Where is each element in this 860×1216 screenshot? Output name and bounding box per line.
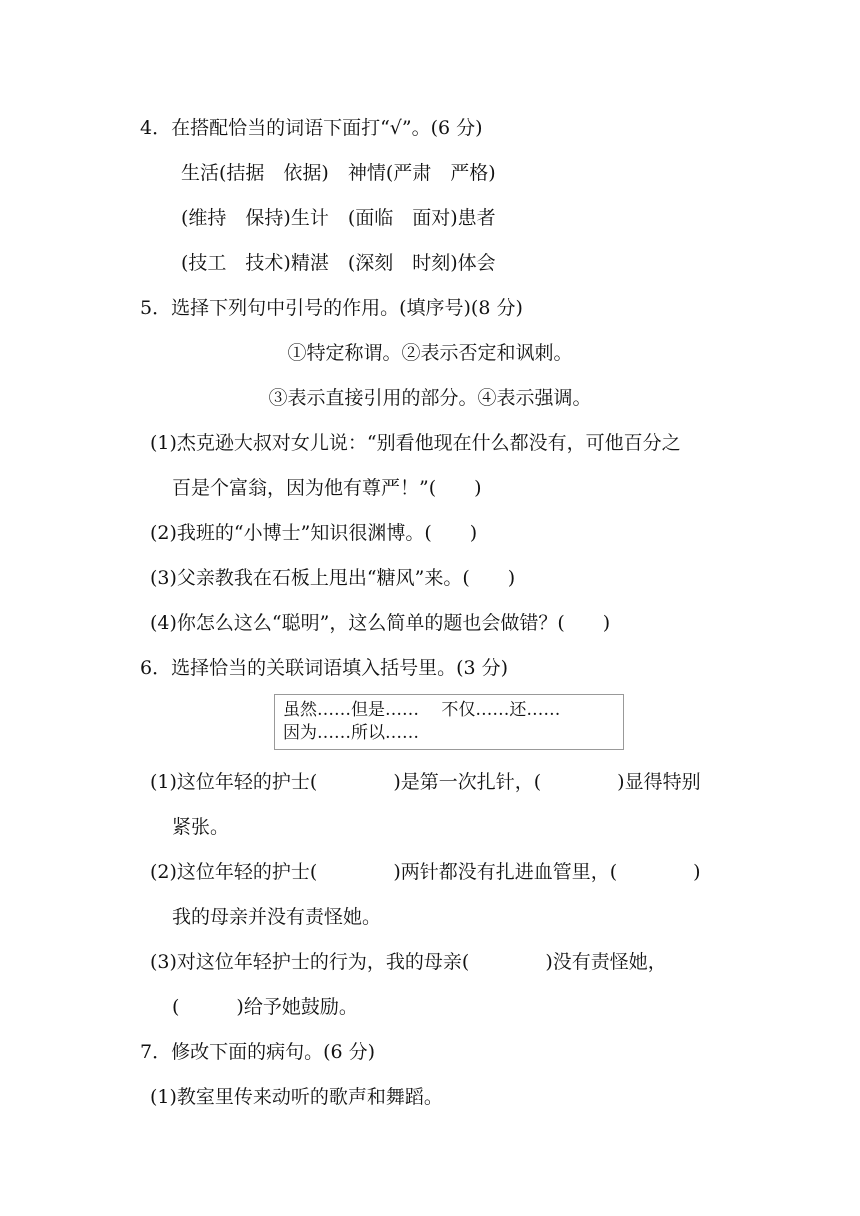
q5-option-1: ①特定称谓。②表示否定和讽刺。 [287,342,573,364]
q4-row-3: (技工 技术)精湛 (深刻 时刻)体会 [181,252,496,274]
q4-row-2: (维持 保持)生计 (面临 面对)患者 [181,207,496,229]
q5-option-2: ③表示直接引用的部分。④表示强调。 [268,387,592,409]
q6-word-box-line-2: 因为……所以…… [283,723,419,743]
q5-item-2: (2)我班的“小博士”知识很渊博。( ) [150,522,478,544]
q4-row-1: 生活(拮据 依据) 神情(严肃 严格) [181,162,496,184]
q6-title: 6．选择恰当的关联词语填入括号里。(3 分) [140,657,509,679]
q7-item-1: (1)教室里传来动听的歌声和舞蹈。 [150,1086,443,1108]
q6-item-3-cont: ( )给予她鼓励。 [172,996,358,1018]
q5-item-4: (4)你怎么这么“聪明”，这么简单的题也会做错？( ) [150,612,611,634]
q6-word-box-line-1: 虽然……但是…… 不仅……还…… [283,700,561,720]
q6-word-box [274,694,624,750]
q4-title: 4．在搭配恰当的词语下面打“√”。(6 分) [140,117,483,139]
q5-item-1: (1)杰克逊大叔对女儿说：“别看他现在什么都没有，可他百分之 [150,432,681,454]
q5-item-3: (3)父亲教我在石板上甩出“糖风”来。( ) [150,567,516,589]
q6-item-2: (2)这位年轻的护士( )两针都没有扎进血管里，( ) [150,861,701,883]
q6-item-3: (3)对这位年轻护士的行为，我的母亲( )没有责怪她， [150,951,667,973]
q6-item-1: (1)这位年轻的护士( )是第一次扎针，( )显得特别 [150,771,701,793]
q6-item-2-cont: 我的母亲并没有责怪她。 [172,906,382,928]
q6-item-1-cont: 紧张。 [172,816,230,838]
q7-title: 7．修改下面的病句。(6 分) [140,1041,376,1063]
q5-title: 5．选择下列句中引号的作用。(填序号)(8 分) [140,297,523,319]
q5-item-1-cont: 百是个富翁，因为他有尊严！”( ) [172,477,482,499]
